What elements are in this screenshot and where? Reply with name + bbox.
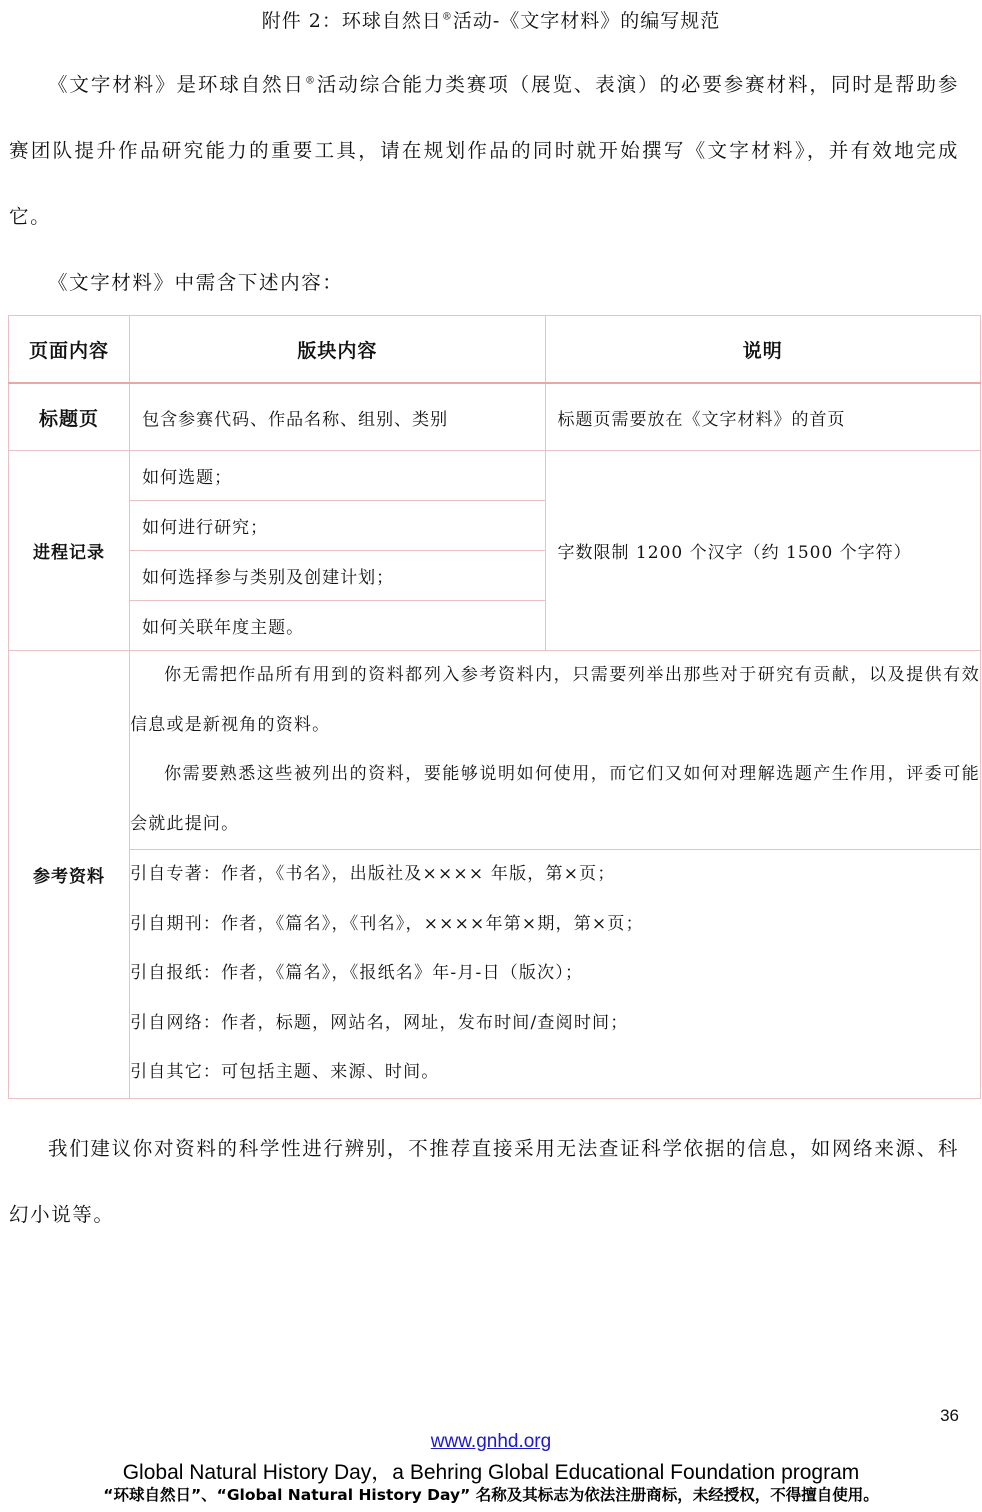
title-page-label: 标题页: [9, 383, 130, 451]
intro-registered-mark: ®: [304, 75, 317, 87]
reference-format-row: [9, 850, 981, 1099]
process-item: 如何选题；: [130, 451, 545, 501]
requirements-table: [8, 315, 981, 1099]
intro-paragraph: [9, 52, 959, 250]
reference-format-item: 引自其它：可包括主题、来源、时间。: [130, 1062, 440, 1082]
header-page-content: 页面内容: [9, 316, 130, 384]
footer-trademark-notice: “环球自然日”、“Global Natural History Day” 名称及其标志为依法注册商标，未经授权，不得擅自使用。: [103, 1486, 879, 1504]
footer-organization: Global Natural History Day，a Behring Global Educational Foundation program: [122, 1461, 860, 1484]
website-link[interactable]: www.gnhd.org: [430, 1431, 552, 1452]
reference-row: [9, 651, 981, 850]
closing-paragraph: 我们建议你对资料的科学性进行辨别，不推荐直接采用无法查证科学依据的信息，如网络来源、科幻小说等。: [9, 1137, 959, 1226]
process-label: 进程记录: [9, 451, 130, 651]
reference-format-item: 引自专著：作者，《书名》，出版社及×××× 年版，第×页；: [130, 864, 616, 884]
header-section-content: 版块内容: [130, 316, 545, 384]
intro-text-end: 活动综合能力类赛项（展览、表演）的必要参赛材料，同时是帮助参赛团队提升作品研究能力的重要工具，请在规划作品的同时就开始撰写《文字材料》，并有效地完成它。: [9, 73, 959, 228]
reference-format-item: 引自网络：作者，标题，网站名，网址，发布时间/查阅时间；: [130, 1012, 629, 1033]
process-note: 字数限制 1200 个汉字（约 1500 个字符）: [545, 451, 980, 651]
reference-label: 参考资料: [9, 651, 130, 1099]
table-lead-paragraph: 《文字材料》中需含下述内容：: [48, 271, 344, 294]
title-page-row: [9, 383, 981, 451]
reference-guidance: [130, 651, 981, 850]
registered-mark: ®: [441, 11, 453, 23]
reference-paragraph: 你无需把作品所有用到的资料都列入参考资料内，只需要列举出那些对于研究有贡献，以及提供有效信息或是新视角的资料。: [130, 665, 980, 735]
process-item: 如何进行研究；: [130, 501, 545, 551]
page-number: 36: [940, 1406, 959, 1425]
title-text-start: 附件 2：环球自然日: [261, 10, 442, 32]
intro-text-start: 《文字材料》是环球自然日: [48, 73, 305, 96]
header-description: 说明: [545, 316, 980, 384]
reference-paragraph: 你需要熟悉这些被列出的资料，要能够说明如何使用，而它们又如何对理解选题产生作用，评委可能会就此提问。: [130, 764, 980, 834]
table-header-row: [9, 316, 981, 384]
process-item: 如何关联年度主题。: [130, 601, 545, 651]
reference-format-item: 引自期刊：作者，《篇名》，《刊名》，××××年第×期，第×页；: [130, 913, 644, 934]
process-row: [9, 451, 981, 501]
reference-format-item: 引自报纸：作者，《篇名》，《报纸名》年-月-日（版次）；: [130, 963, 584, 983]
process-item: 如何选择参与类别及创建计划；: [130, 551, 545, 601]
reference-formats: [130, 850, 981, 1099]
title-page-note: 标题页需要放在《文字材料》的首页: [545, 383, 980, 451]
title-page-content: 包含参赛代码、作品名称、组别、类别: [130, 383, 545, 451]
page-title: [0, 6, 982, 33]
title-text-end: 活动-《文字材料》的编写规范: [452, 10, 721, 32]
